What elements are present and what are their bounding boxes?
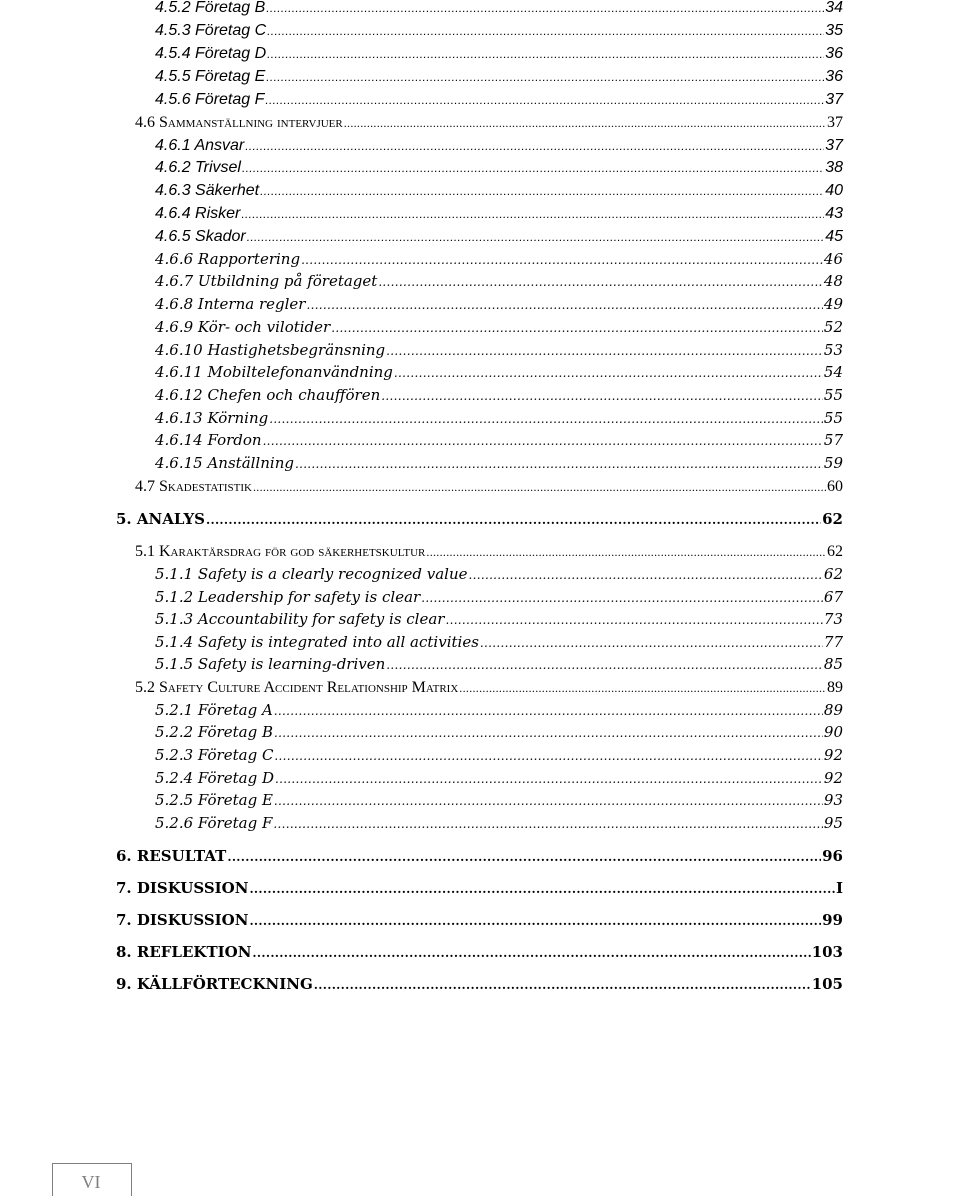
toc-entry-title: 4.6.11 Mobiltelefonanvändning	[155, 363, 393, 381]
toc-entry[interactable]	[155, 183, 843, 199]
toc-entry[interactable]	[155, 365, 843, 380]
toc-entry[interactable]	[155, 433, 843, 448]
toc-entry[interactable]	[116, 881, 843, 896]
toc-entry-page: 48	[823, 272, 843, 290]
toc-entry-title: 4.6.2 Trivsel	[155, 159, 241, 176]
dot-leader	[267, 25, 824, 37]
toc-entry-title: 5.2 Safety Culture Accident Relationship Matrix	[135, 679, 459, 696]
toc-entry-page: 89	[823, 701, 843, 719]
toc-entry-page: 60	[827, 478, 843, 495]
toc-entry-title: 4.5.3 Företag C	[155, 22, 267, 39]
toc-entry[interactable]	[155, 69, 843, 85]
toc-entry-page: 95	[823, 814, 843, 832]
toc-entry-page: 105	[811, 975, 843, 993]
toc-entry-title: 5.1.5 Safety is learning-driven	[155, 655, 386, 673]
toc-entry-page: 62	[823, 565, 843, 583]
toc-entry-title: 6. RESULTAT	[116, 847, 227, 865]
toc-entry[interactable]	[155, 138, 843, 154]
toc-entry-page: 37	[827, 114, 843, 131]
toc-entry-page: 57	[823, 431, 843, 449]
toc-entry-page: 34	[825, 0, 843, 16]
toc-entry[interactable]	[155, 612, 843, 627]
toc-entry-title: 4.6.8 Interna regler	[155, 295, 306, 313]
toc-entry-page: 92	[823, 746, 843, 764]
toc-entry-title: 5.2.1 Företag A	[155, 701, 273, 719]
dot-leader	[260, 185, 824, 197]
toc-entry-page: 45	[825, 228, 843, 245]
dot-leader	[275, 773, 823, 785]
toc-entry-page: 38	[825, 159, 843, 176]
dot-leader	[206, 514, 821, 526]
dot-leader	[344, 117, 826, 129]
toc-entry-page: 96	[822, 847, 843, 865]
toc-entry-title: 4.6.5 Skador	[155, 228, 246, 245]
dot-leader	[265, 94, 824, 106]
toc-entry-title: 4.5.5 Företag E	[155, 68, 266, 85]
dot-leader	[273, 818, 823, 830]
toc-entry-page: 62	[822, 510, 843, 528]
toc-entry-page: 62	[827, 543, 843, 560]
toc-entry[interactable]	[116, 945, 843, 960]
toc-entry-title: 4.6.12 Chefen och chauffören	[155, 386, 381, 404]
toc-entry[interactable]	[155, 320, 843, 335]
toc-entry[interactable]	[155, 456, 843, 471]
dot-leader	[306, 299, 822, 311]
toc-entry-title: 4.6.13 Körning	[155, 409, 269, 427]
toc-entry-title: 4.6.14 Fordon	[155, 431, 262, 449]
toc-entry-page: 49	[823, 295, 843, 313]
toc-entry[interactable]	[135, 544, 843, 560]
dot-leader	[227, 851, 821, 863]
toc-entry-title: 5.1 Karaktärsdrag för god säkerhetskultur	[135, 543, 426, 560]
toc-entry-title: 4.6.1 Ansvar	[155, 137, 245, 154]
toc-entry-page: 40	[825, 182, 843, 199]
toc-entry[interactable]	[155, 23, 843, 39]
dot-leader	[394, 367, 823, 379]
dot-leader	[386, 345, 823, 357]
page-number: VI	[81, 1172, 101, 1192]
toc-entry-page: 67	[823, 588, 843, 606]
toc-entry-title: 4.5.6 Företag F	[155, 91, 265, 108]
toc-entry-title: 5.2.6 Företag F	[155, 814, 273, 832]
toc-entry-page: 92	[823, 769, 843, 787]
toc-entry-page: 54	[823, 363, 843, 381]
toc-entry-page: 46	[823, 250, 843, 268]
toc-entry-page: 90	[823, 723, 843, 741]
toc-entry[interactable]	[116, 913, 843, 928]
toc-entry[interactable]	[155, 0, 843, 16]
toc-entry[interactable]	[155, 590, 843, 605]
dot-leader	[480, 637, 823, 649]
dot-leader	[274, 750, 822, 762]
dot-leader	[386, 659, 823, 671]
toc-entry-title: 5.2.2 Företag B	[155, 723, 273, 741]
toc-entry-title: 5.2.4 Företag D	[155, 769, 274, 787]
toc-entry-title: 5.2.3 Företag C	[155, 746, 274, 764]
toc-entry-page: 55	[823, 409, 843, 427]
dot-leader	[314, 979, 811, 991]
toc-entry-title: 9. KÄLLFÖRTECKNING	[116, 975, 313, 993]
toc-entry-page: 99	[822, 911, 843, 929]
toc-entry-title: 5.1.1 Safety is a clearly recognized value	[155, 565, 468, 583]
dot-leader	[331, 322, 823, 334]
dot-leader	[274, 727, 823, 739]
toc-entry-title: 7. DISKUSSION	[116, 879, 249, 897]
toc-entry-title: 8. REFLEKTION	[116, 943, 252, 961]
toc-entry[interactable]	[155, 206, 843, 222]
toc-entry-title: 4.5.4 Företag D	[155, 45, 267, 62]
toc-entry-title: 4.6.15 Anställning	[155, 454, 294, 472]
toc-entry-page: 55	[823, 386, 843, 404]
toc-entry-title: 4.7 Skadestatistik	[135, 478, 252, 495]
toc-entry-page: 103	[811, 943, 843, 961]
toc-entry[interactable]	[135, 479, 843, 495]
dot-leader	[267, 48, 824, 60]
dot-leader	[274, 795, 823, 807]
dot-leader	[252, 947, 810, 959]
toc-entry[interactable]	[155, 229, 843, 245]
toc-entry-title: 4.6.4 Risker	[155, 205, 241, 222]
toc-entry-title: 4.5.2 Företag B	[155, 0, 266, 16]
dot-leader	[378, 276, 823, 288]
dot-leader	[253, 481, 826, 493]
toc-entry[interactable]	[135, 115, 843, 131]
toc-entry-page: 52	[823, 318, 843, 336]
toc-entry-page: I	[835, 879, 843, 897]
toc-entry[interactable]	[155, 252, 843, 267]
dot-leader	[274, 705, 823, 717]
toc-entry[interactable]	[155, 771, 843, 786]
toc-entry-page: 73	[823, 610, 843, 628]
toc-entry-title: 4.6 Sammanställning intervjuer	[135, 114, 343, 131]
toc-entry[interactable]	[155, 343, 843, 358]
toc-entry-page: 85	[823, 655, 843, 673]
dot-leader	[266, 2, 824, 14]
toc-entry-page: 36	[825, 45, 843, 62]
toc-entry[interactable]	[155, 567, 843, 582]
toc-entry[interactable]	[155, 92, 843, 108]
toc-entry[interactable]	[155, 46, 843, 62]
toc-entry[interactable]	[116, 977, 843, 992]
toc-entry[interactable]	[155, 703, 843, 718]
dot-leader	[242, 162, 824, 174]
dot-leader	[249, 883, 835, 895]
toc-entry-page: 43	[825, 205, 843, 222]
toc-entry[interactable]	[155, 725, 843, 740]
toc-entry-title: 5.1.4 Safety is integrated into all activities	[155, 633, 479, 651]
toc-entry[interactable]	[155, 388, 843, 403]
toc-entry[interactable]	[155, 411, 843, 426]
dot-leader	[241, 208, 824, 220]
dot-leader	[381, 390, 823, 402]
toc-entry-title: 4.6.9 Kör- och vilotider	[155, 318, 331, 336]
toc-entry-title: 5.1.3 Accountability for safety is clear	[155, 610, 445, 628]
toc-entry-title: 4.6.7 Utbildning på företaget	[155, 272, 378, 290]
dot-leader	[269, 413, 823, 425]
toc-entry-title: 5.1.2 Leadership for safety is clear	[155, 588, 421, 606]
toc-entry[interactable]	[116, 849, 843, 864]
toc-entry[interactable]	[155, 160, 843, 176]
toc-entry[interactable]	[155, 297, 843, 312]
toc-entry[interactable]	[155, 748, 843, 763]
dot-leader	[426, 546, 826, 558]
dot-leader	[266, 71, 824, 83]
toc-entry[interactable]	[155, 793, 843, 808]
toc-entry[interactable]	[155, 816, 843, 831]
toc-entry-page: 93	[823, 791, 843, 809]
toc-entry-title: 4.6.10 Hastighetsbegränsning	[155, 341, 386, 359]
toc-entry[interactable]	[116, 512, 843, 527]
dot-leader	[301, 254, 823, 266]
toc-entry-title: 4.6.3 Säkerhet	[155, 182, 260, 199]
toc-entry-title: 5.2.5 Företag E	[155, 791, 273, 809]
toc-entry-title: 5. ANALYS	[116, 510, 205, 528]
toc-entry[interactable]	[155, 274, 843, 289]
dot-leader	[245, 140, 824, 152]
toc-entry-page: 36	[825, 68, 843, 85]
dot-leader	[445, 614, 822, 626]
toc-entry-page: 59	[823, 454, 843, 472]
toc-entry-page: 89	[827, 679, 843, 696]
dot-leader	[459, 682, 826, 694]
dot-leader	[295, 458, 823, 470]
toc-entry-page: 37	[825, 91, 843, 108]
toc-entry[interactable]	[135, 680, 843, 696]
dot-leader	[469, 569, 823, 581]
dot-leader	[263, 435, 823, 447]
toc-entry-title: 4.6.6 Rapportering	[155, 250, 301, 268]
toc-entry-page: 37	[825, 137, 843, 154]
toc-entry-page: 35	[825, 22, 843, 39]
dot-leader	[421, 592, 823, 604]
toc-entry-title: 7. DISKUSSION	[116, 911, 249, 929]
dot-leader	[249, 915, 821, 927]
toc-entry[interactable]	[155, 657, 843, 672]
dot-leader	[247, 231, 824, 243]
toc-entry-page: 53	[823, 341, 843, 359]
toc-entry-page: 77	[823, 633, 843, 651]
toc-entry[interactable]	[155, 635, 843, 650]
